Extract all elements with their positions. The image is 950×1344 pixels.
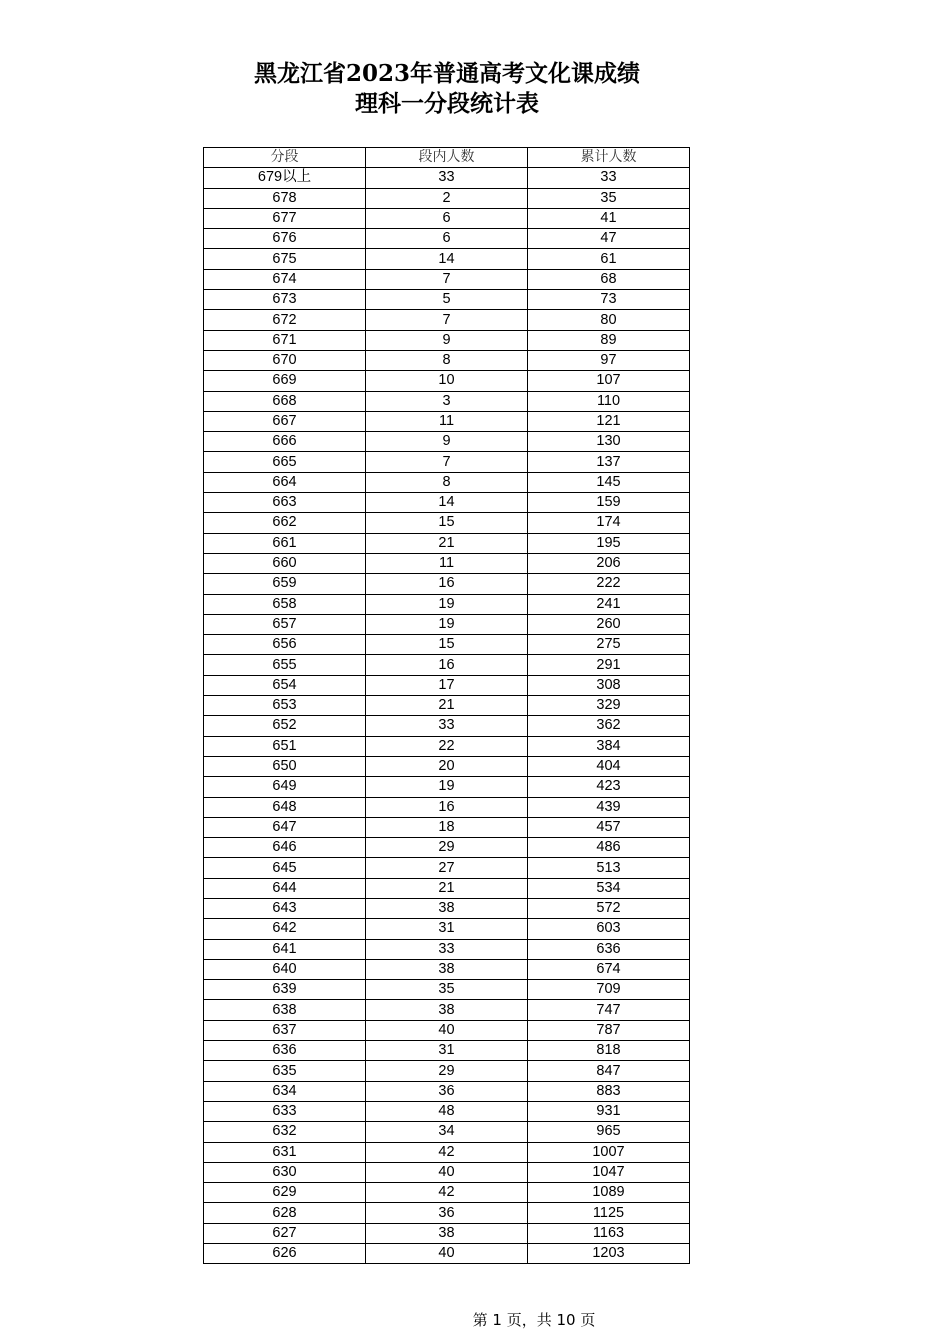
- cell-band-count: 19: [366, 777, 528, 797]
- cell-band-count: 38: [366, 1000, 528, 1020]
- cell-score-band: 660: [204, 553, 366, 573]
- cell-score-band: 669: [204, 371, 366, 391]
- table-row: [204, 229, 690, 249]
- table-row: [204, 188, 690, 208]
- cell-cumulative-count: 965: [528, 1122, 690, 1142]
- cell-band-count: 11: [366, 553, 528, 573]
- cell-score-band: 650: [204, 756, 366, 776]
- title-line-2: 理科一分段统计表: [355, 90, 539, 117]
- table-row: [204, 513, 690, 533]
- cell-cumulative-count: 110: [528, 391, 690, 411]
- cell-cumulative-count: 308: [528, 675, 690, 695]
- cell-band-count: 5: [366, 290, 528, 310]
- cell-score-band: 633: [204, 1101, 366, 1121]
- cell-score-band: 628: [204, 1203, 366, 1223]
- table-row: [204, 290, 690, 310]
- cell-cumulative-count: 457: [528, 817, 690, 837]
- cell-band-count: 7: [366, 269, 528, 289]
- cell-score-band: 677: [204, 208, 366, 228]
- table-row: [204, 452, 690, 472]
- cell-score-band: 657: [204, 614, 366, 634]
- table-row: [204, 980, 690, 1000]
- table-row: [204, 696, 690, 716]
- cell-band-count: 18: [366, 817, 528, 837]
- cell-score-band: 655: [204, 655, 366, 675]
- cell-cumulative-count: 1047: [528, 1162, 690, 1182]
- cell-band-count: 21: [366, 533, 528, 553]
- cell-score-band: 626: [204, 1244, 366, 1264]
- cell-score-band: 653: [204, 696, 366, 716]
- table-row: [204, 1223, 690, 1243]
- cell-band-count: 16: [366, 655, 528, 675]
- table-row: [204, 1081, 690, 1101]
- table-row: [204, 635, 690, 655]
- title-line-1: 黑龙江省2023年普通高考文化课成绩: [253, 60, 640, 87]
- table-row: [204, 330, 690, 350]
- cell-score-band: 679以上: [204, 168, 366, 188]
- cell-cumulative-count: 68: [528, 269, 690, 289]
- cell-cumulative-count: 439: [528, 797, 690, 817]
- cell-score-band: 673: [204, 290, 366, 310]
- table-row: [204, 493, 690, 513]
- table-row: [204, 1142, 690, 1162]
- table-row: [204, 371, 690, 391]
- cell-cumulative-count: 384: [528, 736, 690, 756]
- cell-score-band: 640: [204, 959, 366, 979]
- table-row: [204, 411, 690, 431]
- table-row: [204, 1122, 690, 1142]
- cell-cumulative-count: 674: [528, 959, 690, 979]
- cell-band-count: 38: [366, 898, 528, 918]
- cell-cumulative-count: 97: [528, 350, 690, 370]
- table-row: [204, 1000, 690, 1020]
- cell-cumulative-count: 603: [528, 919, 690, 939]
- cell-band-count: 42: [366, 1183, 528, 1203]
- table-row: [204, 919, 690, 939]
- cell-score-band: 645: [204, 858, 366, 878]
- table-row: [204, 472, 690, 492]
- cell-score-band: 651: [204, 736, 366, 756]
- cell-band-count: 6: [366, 208, 528, 228]
- cell-score-band: 638: [204, 1000, 366, 1020]
- table-row: [204, 432, 690, 452]
- cell-cumulative-count: 709: [528, 980, 690, 1000]
- table-row: [204, 533, 690, 553]
- table-row: [204, 249, 690, 269]
- table-row: [204, 1244, 690, 1264]
- table-row: [204, 675, 690, 695]
- cell-cumulative-count: 159: [528, 493, 690, 513]
- cell-cumulative-count: 787: [528, 1020, 690, 1040]
- cell-score-band: 670: [204, 350, 366, 370]
- score-table-container: [203, 147, 690, 1264]
- table-row: [204, 858, 690, 878]
- cell-cumulative-count: 362: [528, 716, 690, 736]
- table-row: [204, 1203, 690, 1223]
- cell-cumulative-count: 137: [528, 452, 690, 472]
- cell-band-count: 7: [366, 452, 528, 472]
- cell-cumulative-count: 1125: [528, 1203, 690, 1223]
- table-row: [204, 838, 690, 858]
- table-row: [204, 168, 690, 188]
- cell-band-count: 35: [366, 980, 528, 1000]
- cell-score-band: 671: [204, 330, 366, 350]
- cell-cumulative-count: 61: [528, 249, 690, 269]
- cell-band-count: 38: [366, 1223, 528, 1243]
- cell-cumulative-count: 130: [528, 432, 690, 452]
- table-row: [204, 310, 690, 330]
- cell-score-band: 646: [204, 838, 366, 858]
- cell-score-band: 635: [204, 1061, 366, 1081]
- cell-cumulative-count: 35: [528, 188, 690, 208]
- cell-score-band: 667: [204, 411, 366, 431]
- cell-score-band: 662: [204, 513, 366, 533]
- cell-score-band: 629: [204, 1183, 366, 1203]
- cell-score-band: 642: [204, 919, 366, 939]
- table-row: [204, 716, 690, 736]
- cell-band-count: 8: [366, 472, 528, 492]
- cell-cumulative-count: 1007: [528, 1142, 690, 1162]
- header-cumulative-count: 累计人数: [528, 148, 690, 168]
- cell-cumulative-count: 818: [528, 1041, 690, 1061]
- cell-band-count: 14: [366, 249, 528, 269]
- cell-cumulative-count: 1203: [528, 1244, 690, 1264]
- page-footer: 第 1 页，共 10 页: [472, 1311, 596, 1329]
- cell-score-band: 676: [204, 229, 366, 249]
- table-row: [204, 269, 690, 289]
- cell-score-band: 652: [204, 716, 366, 736]
- cell-band-count: 22: [366, 736, 528, 756]
- cell-band-count: 27: [366, 858, 528, 878]
- table-row: [204, 391, 690, 411]
- header-band-count: 段内人数: [366, 148, 528, 168]
- score-distribution-table: [203, 147, 690, 1264]
- cell-cumulative-count: 572: [528, 898, 690, 918]
- cell-cumulative-count: 847: [528, 1061, 690, 1081]
- cell-score-band: 668: [204, 391, 366, 411]
- cell-band-count: 16: [366, 574, 528, 594]
- cell-cumulative-count: 107: [528, 371, 690, 391]
- cell-cumulative-count: 329: [528, 696, 690, 716]
- cell-cumulative-count: 121: [528, 411, 690, 431]
- cell-band-count: 16: [366, 797, 528, 817]
- cell-cumulative-count: 41: [528, 208, 690, 228]
- cell-band-count: 42: [366, 1142, 528, 1162]
- cell-score-band: 675: [204, 249, 366, 269]
- cell-score-band: 648: [204, 797, 366, 817]
- cell-band-count: 40: [366, 1020, 528, 1040]
- cell-score-band: 674: [204, 269, 366, 289]
- cell-cumulative-count: 73: [528, 290, 690, 310]
- cell-band-count: 14: [366, 493, 528, 513]
- table-row: [204, 655, 690, 675]
- cell-cumulative-count: 275: [528, 635, 690, 655]
- cell-band-count: 9: [366, 432, 528, 452]
- cell-score-band: 636: [204, 1041, 366, 1061]
- cell-score-band: 649: [204, 777, 366, 797]
- cell-band-count: 20: [366, 756, 528, 776]
- cell-cumulative-count: 89: [528, 330, 690, 350]
- table-row: [204, 1162, 690, 1182]
- header-score-band: 分段: [204, 148, 366, 168]
- table-row: [204, 797, 690, 817]
- cell-score-band: 659: [204, 574, 366, 594]
- cell-band-count: 21: [366, 696, 528, 716]
- cell-band-count: 36: [366, 1203, 528, 1223]
- table-row: [204, 1101, 690, 1121]
- cell-cumulative-count: 291: [528, 655, 690, 675]
- cell-cumulative-count: 80: [528, 310, 690, 330]
- table-row: [204, 817, 690, 837]
- cell-cumulative-count: 513: [528, 858, 690, 878]
- cell-score-band: 664: [204, 472, 366, 492]
- cell-band-count: 10: [366, 371, 528, 391]
- cell-band-count: 9: [366, 330, 528, 350]
- cell-cumulative-count: 423: [528, 777, 690, 797]
- cell-score-band: 637: [204, 1020, 366, 1040]
- table-row: [204, 777, 690, 797]
- table-row: [204, 878, 690, 898]
- cell-cumulative-count: 206: [528, 553, 690, 573]
- cell-cumulative-count: 241: [528, 594, 690, 614]
- table-row: [204, 1061, 690, 1081]
- table-row: [204, 939, 690, 959]
- cell-band-count: 11: [366, 411, 528, 431]
- table-row: [204, 594, 690, 614]
- cell-cumulative-count: 883: [528, 1081, 690, 1101]
- cell-score-band: 663: [204, 493, 366, 513]
- cell-band-count: 33: [366, 716, 528, 736]
- table-row: [204, 350, 690, 370]
- cell-cumulative-count: 404: [528, 756, 690, 776]
- cell-cumulative-count: 931: [528, 1101, 690, 1121]
- cell-cumulative-count: 486: [528, 838, 690, 858]
- table-row: [204, 898, 690, 918]
- cell-score-band: 654: [204, 675, 366, 695]
- cell-band-count: 3: [366, 391, 528, 411]
- cell-cumulative-count: 1089: [528, 1183, 690, 1203]
- cell-band-count: 48: [366, 1101, 528, 1121]
- cell-cumulative-count: 145: [528, 472, 690, 492]
- cell-cumulative-count: 33: [528, 168, 690, 188]
- cell-band-count: 21: [366, 878, 528, 898]
- cell-band-count: 7: [366, 310, 528, 330]
- cell-band-count: 34: [366, 1122, 528, 1142]
- cell-score-band: 656: [204, 635, 366, 655]
- cell-band-count: 6: [366, 229, 528, 249]
- cell-band-count: 2: [366, 188, 528, 208]
- table-row: [204, 574, 690, 594]
- cell-score-band: 658: [204, 594, 366, 614]
- cell-band-count: 19: [366, 594, 528, 614]
- cell-band-count: 8: [366, 350, 528, 370]
- table-row: [204, 756, 690, 776]
- cell-band-count: 19: [366, 614, 528, 634]
- cell-cumulative-count: 195: [528, 533, 690, 553]
- cell-band-count: 40: [366, 1244, 528, 1264]
- cell-score-band: 672: [204, 310, 366, 330]
- cell-score-band: 678: [204, 188, 366, 208]
- cell-score-band: 632: [204, 1122, 366, 1142]
- cell-band-count: 33: [366, 939, 528, 959]
- cell-band-count: 33: [366, 168, 528, 188]
- cell-score-band: 643: [204, 898, 366, 918]
- cell-band-count: 15: [366, 635, 528, 655]
- document-title: [0, 58, 894, 118]
- cell-band-count: 29: [366, 838, 528, 858]
- cell-band-count: 29: [366, 1061, 528, 1081]
- table-body: [204, 168, 690, 1264]
- cell-score-band: 639: [204, 980, 366, 1000]
- cell-cumulative-count: 636: [528, 939, 690, 959]
- table-row: [204, 736, 690, 756]
- table-row: [204, 1041, 690, 1061]
- table-row: [204, 208, 690, 228]
- cell-score-band: 630: [204, 1162, 366, 1182]
- cell-band-count: 15: [366, 513, 528, 533]
- cell-cumulative-count: 174: [528, 513, 690, 533]
- cell-score-band: 661: [204, 533, 366, 553]
- cell-cumulative-count: 534: [528, 878, 690, 898]
- cell-band-count: 31: [366, 919, 528, 939]
- cell-cumulative-count: 47: [528, 229, 690, 249]
- cell-score-band: 627: [204, 1223, 366, 1243]
- table-row: [204, 1020, 690, 1040]
- cell-score-band: 634: [204, 1081, 366, 1101]
- cell-band-count: 17: [366, 675, 528, 695]
- cell-band-count: 40: [366, 1162, 528, 1182]
- cell-cumulative-count: 222: [528, 574, 690, 594]
- cell-score-band: 641: [204, 939, 366, 959]
- table-row: [204, 553, 690, 573]
- cell-cumulative-count: 747: [528, 1000, 690, 1020]
- cell-score-band: 631: [204, 1142, 366, 1162]
- table-header-row: [204, 148, 690, 168]
- cell-score-band: 647: [204, 817, 366, 837]
- table-row: [204, 614, 690, 634]
- table-row: [204, 1183, 690, 1203]
- cell-cumulative-count: 1163: [528, 1223, 690, 1243]
- cell-band-count: 36: [366, 1081, 528, 1101]
- cell-band-count: 38: [366, 959, 528, 979]
- cell-band-count: 31: [366, 1041, 528, 1061]
- cell-score-band: 666: [204, 432, 366, 452]
- cell-cumulative-count: 260: [528, 614, 690, 634]
- table-row: [204, 959, 690, 979]
- cell-score-band: 665: [204, 452, 366, 472]
- cell-score-band: 644: [204, 878, 366, 898]
